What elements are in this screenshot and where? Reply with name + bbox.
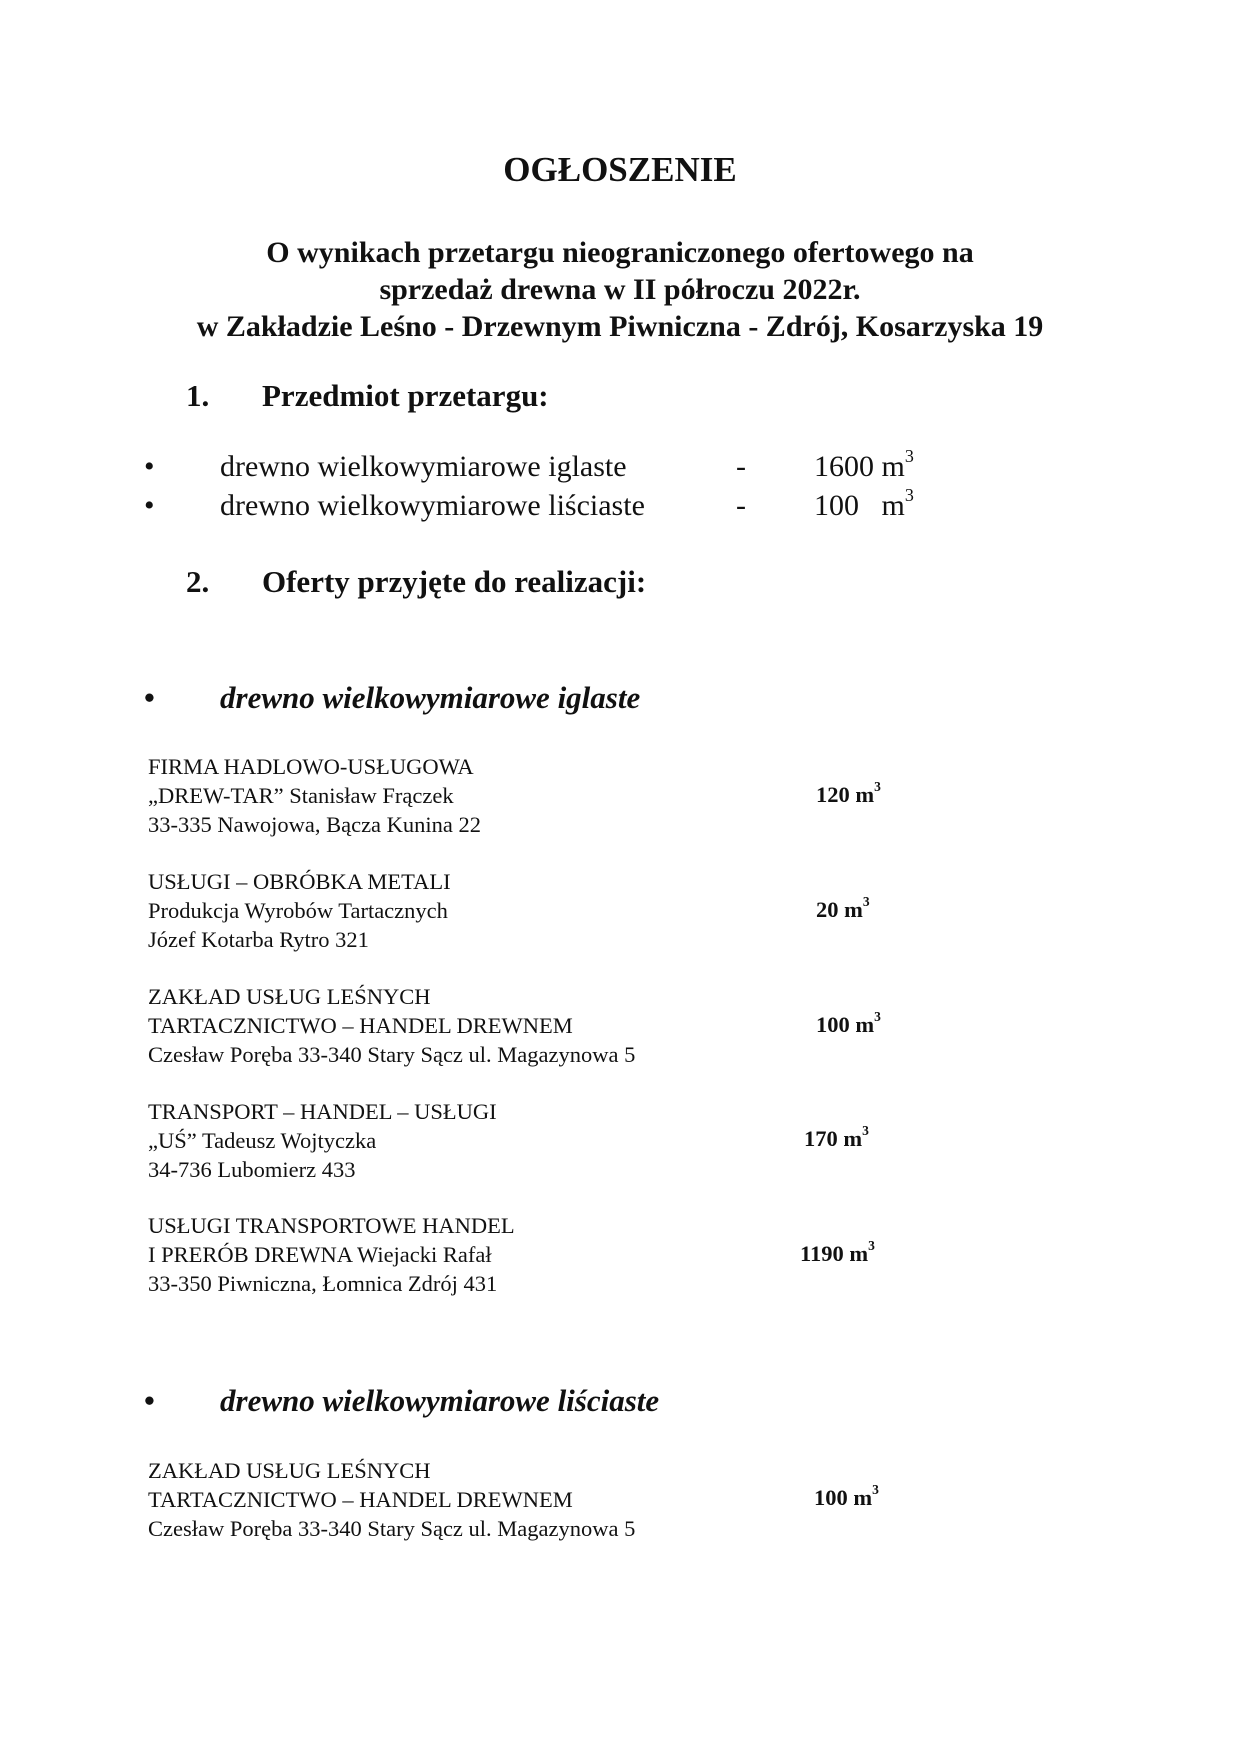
subject-item-dash: - <box>736 450 746 483</box>
section-title: Oferty przyjęte do realizacji: <box>262 564 647 599</box>
bullet-icon: • <box>144 680 155 715</box>
offer-company: FIRMA HADLOWO-USŁUGOWA „DREW-TAR” Stanisław Frączek 33-335 Nawojowa, Bącza Kunina 22 <box>148 754 482 837</box>
offer-volume: 20 $m^3$ <box>816 894 870 922</box>
category-name: drewno wielkowymiarowe iglaste <box>220 680 641 715</box>
offer-volume: 100 $m^3$ <box>816 1009 881 1037</box>
offer-company: USŁUGI – OBRÓBKA METALI Produkcja Wyrobów Tartacznych Józef Kotarba Rytro 321 <box>148 869 451 952</box>
subtitle-line: sprzedaż drewna w II półroczu 2022r. <box>379 273 861 306</box>
offer-volume: 120 $m^3$ <box>816 779 881 807</box>
subject-item-dash: - <box>736 489 746 522</box>
bullet-icon: • <box>144 489 155 522</box>
offer-company: USŁUGI TRANSPORTOWE HANDEL I PRERÓB DREWNA Wiejacki Rafał 33-350 Piwniczna, Łomnica Zdrój 431 <box>148 1213 515 1296</box>
offer-volume: 100 $m^3$ <box>814 1482 879 1510</box>
document-subtitle <box>0 234 1240 345</box>
subtitle-line: O wynikach przetargu nieograniczonego ofertowego na <box>266 236 974 269</box>
subject-item-quantity: 1600 $m^3$ <box>814 446 914 483</box>
subject-item-quantity: 100 $m^3$ <box>814 485 914 522</box>
bullet-icon: • <box>144 1383 155 1418</box>
offer-company: TRANSPORT – HANDEL – USŁUGI „UŚ” Tadeusz Wojtyczka 34-736 Lubomierz 433 <box>148 1099 497 1182</box>
offer-company: ZAKŁAD USŁUG LEŚNYCH TARTACZNICTWO – HANDEL DREWNEM Czesław Poręba 33-340 Stary Sącz ul. Magazynowa 5 <box>148 1458 636 1541</box>
offer-company: ZAKŁAD USŁUG LEŚNYCH TARTACZNICTWO – HANDEL DREWNEM Czesław Poręba 33-340 Stary Sącz ul. Magazynowa 5 <box>148 984 636 1067</box>
category-name: drewno wielkowymiarowe liściaste <box>220 1383 660 1418</box>
subject-item-label: drewno wielkowymiarowe iglaste <box>220 450 627 483</box>
section-title: Przedmiot przetargu: <box>262 378 549 413</box>
section-number: 2. <box>186 564 210 599</box>
subject-item-label: drewno wielkowymiarowe liściaste <box>220 489 645 522</box>
bullet-icon: • <box>144 450 155 483</box>
document-title: OGŁOSZENIE <box>503 150 737 189</box>
offer-volume: 1190 $m^3$ <box>800 1238 875 1266</box>
subtitle-line: w Zakładzie Leśno - Drzewnym Piwniczna - Zdrój, Kosarzyska 19 <box>196 310 1044 343</box>
section-number: 1. <box>186 378 210 413</box>
offer-volume: 170 $m^3$ <box>804 1123 869 1151</box>
